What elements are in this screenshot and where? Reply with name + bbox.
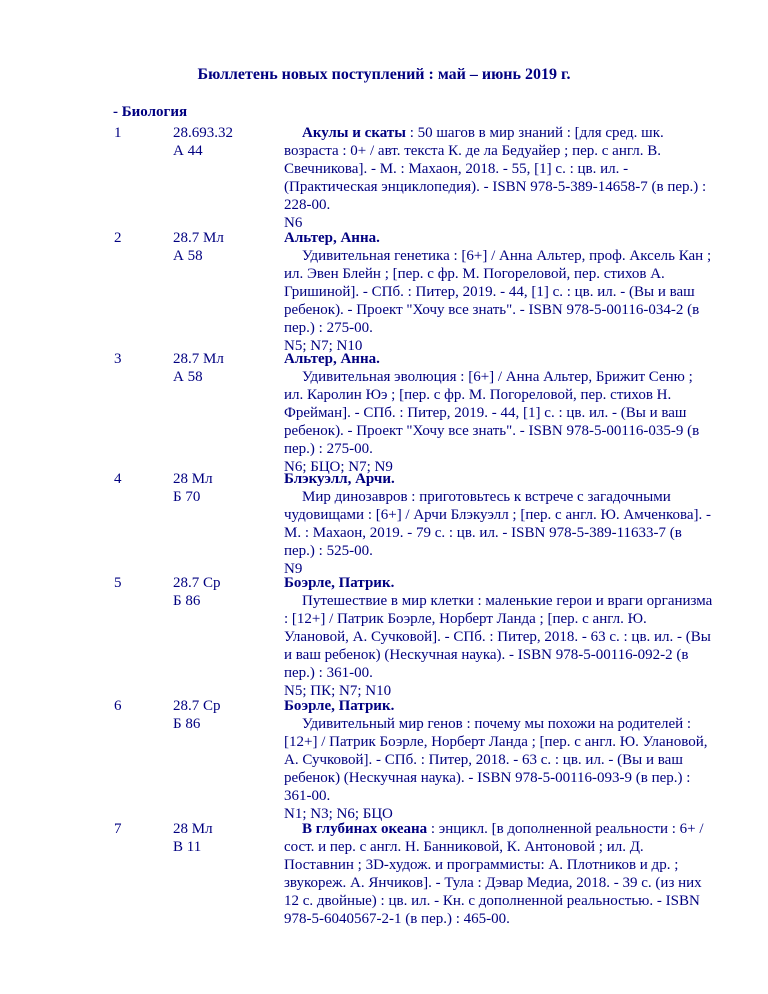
entry-number: 5 bbox=[114, 575, 122, 591]
entry-description bbox=[284, 350, 714, 476]
entry-number: 1 bbox=[114, 125, 122, 141]
entry-shelf-code bbox=[173, 229, 224, 265]
entry-author-code: Б 86 bbox=[173, 593, 201, 609]
entry-body: Мир динозавров : приготовьтесь к встрече с загадочными чудовищами : [6+] / Арчи Блэкуэлл ; [пер. с англ. Ю. Амченкова]. - М. : Махаон, 2019. - 79 с. : цв. ил. - ISBN 978-5-389-11633-7 (в пер.) : 525-00. bbox=[284, 489, 712, 559]
entry-class-code: 28.693.32 bbox=[173, 125, 233, 141]
entry-description bbox=[284, 574, 714, 700]
entry-author: Альтер, Анна. bbox=[284, 230, 380, 246]
entry-author-code: А 58 bbox=[173, 369, 203, 385]
entry-number: 6 bbox=[114, 698, 122, 714]
entry-body: Удивительная эволюция : [6+] / Анна Альтер, Брижит Сеню ; ил. Каролин Юэ ; [пер. с фр. М. Погореловой, пер. стихов Н. Фрейман]. - СПб. : Питер, 2019. - 44, [1] с. : цв. ил. - (Вы и ваш ребенок). - Проект "Хочу все знать". - ISBN 978-5-00116-035-9 (в пер.) : 275-00. bbox=[284, 369, 700, 457]
entry-number: 4 bbox=[114, 471, 122, 487]
section-heading: - Биология bbox=[113, 104, 188, 120]
entry-title: Акулы и скаты bbox=[302, 125, 406, 141]
entry-class-code: 28.7 Ср bbox=[173, 575, 221, 591]
entry-author: Блэкуэлл, Арчи. bbox=[284, 471, 395, 487]
page-title: Бюллетень новых поступлений : май – июнь 2019 г. bbox=[197, 66, 571, 83]
entry-description bbox=[284, 697, 714, 823]
entry-description bbox=[284, 820, 714, 928]
entry-number: 2 bbox=[114, 230, 122, 246]
entry-class-code: 28.7 Ср bbox=[173, 698, 221, 714]
entry-class-code: 28 Мл bbox=[173, 821, 213, 837]
entry-author-code: А 58 bbox=[173, 248, 203, 264]
entry-body bbox=[284, 124, 714, 214]
entry-locations: N5; N7; N10 bbox=[284, 338, 363, 354]
entry-class-code: 28 Мл bbox=[173, 471, 213, 487]
entry-author: Альтер, Анна. bbox=[284, 351, 380, 367]
entry-locations: N6; БЦО; N7; N9 bbox=[284, 459, 393, 475]
entry-shelf-code bbox=[173, 574, 221, 610]
entry-shelf-code bbox=[173, 820, 213, 856]
entry-author-code: А 44 bbox=[173, 143, 203, 159]
entry-author: Боэрле, Патрик. bbox=[284, 575, 395, 591]
entry-description bbox=[284, 470, 714, 578]
entry-number: 3 bbox=[114, 351, 122, 367]
entry-locations: N9 bbox=[284, 561, 303, 577]
entry-shelf-code bbox=[173, 124, 233, 160]
entry-locations: N5; ПК; N7; N10 bbox=[284, 683, 392, 699]
entry-author-code: Б 70 bbox=[173, 489, 201, 505]
entry-class-code: 28.7 Мл bbox=[173, 230, 224, 246]
entry-title: В глубинах океана bbox=[302, 821, 428, 837]
entry-text: : 50 шагов в мир знаний : [для сред. шк. возраста : 0+ / авт. текста К. де ла Бедуайер ; пер. с англ. В. Свечникова]. - М. : Махаон, 2018. - 55, [1] с. : цв. ил. - (Практическая энциклопедия). - ISBN 978-5-389-14658-7 (в пер.) : 228-00. bbox=[284, 125, 707, 213]
entry-text: : энцикл. [в дополненной реальности : 6+ / сост. и пер. с англ. Н. Банниковой, К. Антоновой ; ил. Д. Поставнин ; 3D-худож. и программисты: А. Плотников и др. ; звукореж. А. Янчиков]. - Тула : Дэвар Медиа, 2018. - 39 с. (из них 12 с. двойные) : цв. ил. - Кн. с дополненной реальностью. - ISBN 978-5-6040567-2-1 (в пер.) : 465-00. bbox=[284, 821, 704, 927]
entry-locations: N6 bbox=[284, 215, 303, 231]
entry-shelf-code bbox=[173, 470, 213, 506]
entry-author-code: Б 86 bbox=[173, 716, 201, 732]
entry-body: Удивительная генетика : [6+] / Анна Альтер, проф. Аксель Кан ; ил. Эвен Блейн ; [пер. с фр. М. Погореловой, пер. стихов А. Гришиной]. - СПб. : Питер, 2019. - 44, [1] с. : цв. ил. - (Вы и ваш ребенок). - Проект "Хочу все знать". - ISBN 978-5-00116-034-2 (в пер.) : 275-00. bbox=[284, 248, 712, 336]
entry-description bbox=[284, 229, 714, 355]
entry-class-code: 28.7 Мл bbox=[173, 351, 224, 367]
entry-body: Удивительный мир генов : почему мы похожи на родителей : [12+] / Патрик Боэрле, Норберт Ланда ; [пер. с англ. Ю. Улановой, А. Сучковой]. - СПб. : Питер, 2018. - 63 с. : цв. ил. - (Вы и ваш ребенок) (Нескучная наука). - ISBN 978-5-00116-093-9 (в пер.) : 361-00. bbox=[284, 716, 708, 804]
entry-locations: N1; N3; N6; БЦО bbox=[284, 806, 393, 822]
entry-author: Боэрле, Патрик. bbox=[284, 698, 395, 714]
entry-author-code: В 11 bbox=[173, 839, 202, 855]
entry-shelf-code bbox=[173, 350, 224, 386]
entry-shelf-code bbox=[173, 697, 221, 733]
entry-body bbox=[284, 820, 714, 928]
entry-description bbox=[284, 124, 714, 232]
entry-body: Путешествие в мир клетки : маленькие герои и враги организма : [12+] / Патрик Боэрле, Норберт Ланда ; [пер. с англ. Ю. Улановой, А. Сучковой]. - СПб. : Питер, 2018. - 63 с. : цв. ил. - (Вы и ваш ребенок) (Нескучная наука). - ISBN 978-5-00116-092-2 (в пер.) : 361-00. bbox=[284, 593, 713, 681]
entry-number: 7 bbox=[114, 821, 122, 837]
